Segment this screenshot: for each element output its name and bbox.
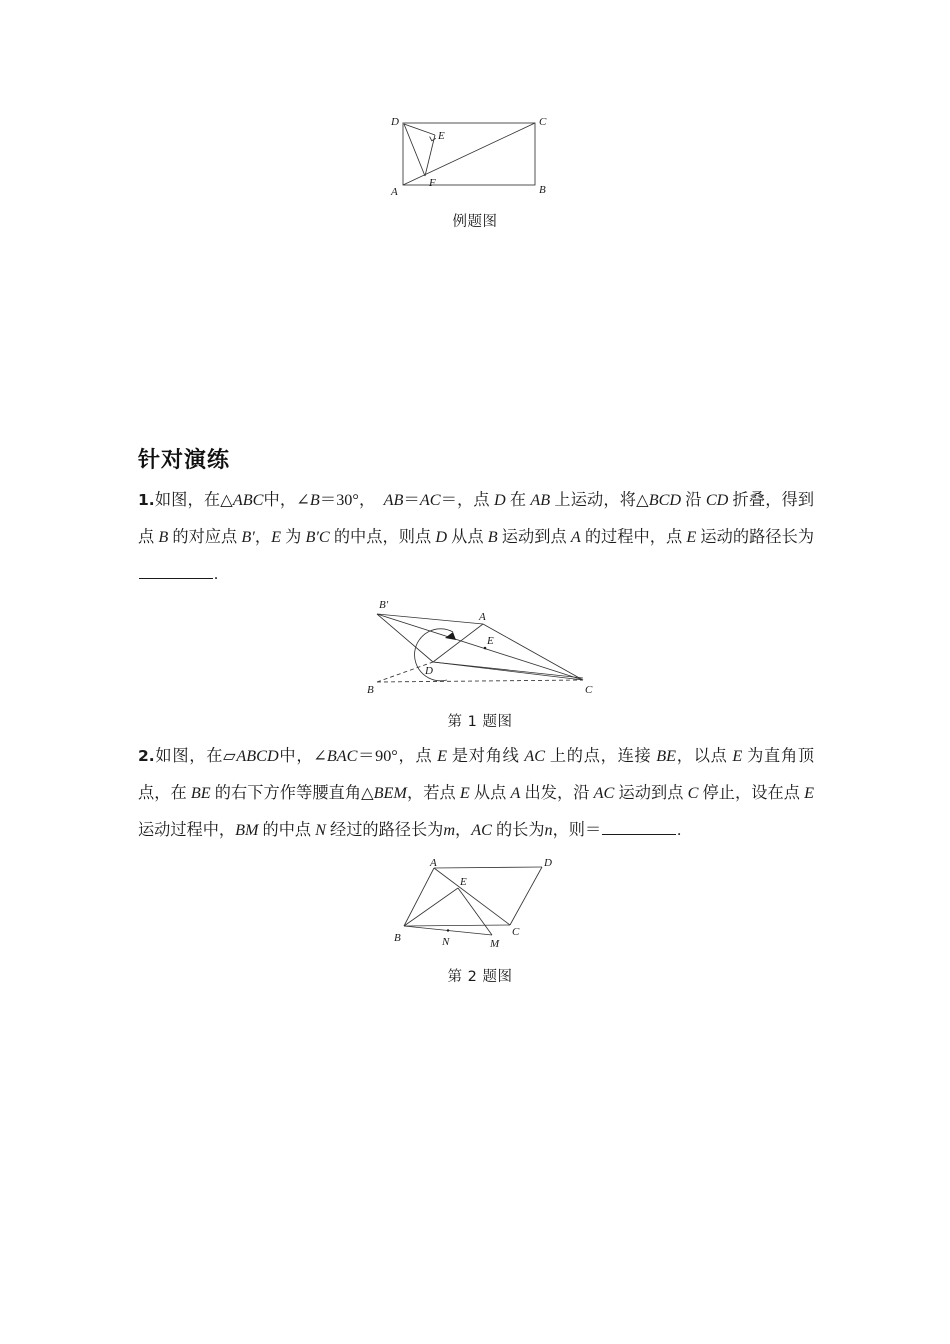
text-run: C	[687, 784, 699, 802]
text-run: BE	[656, 747, 677, 765]
text-run: CD	[705, 491, 729, 509]
text-run: ，以点	[676, 747, 733, 765]
text-run: m	[443, 821, 456, 839]
text-run: ，若点	[406, 784, 460, 802]
segment-df	[404, 124, 425, 176]
text-run: △	[361, 784, 374, 802]
text-run: 如图，在	[154, 491, 221, 509]
segment-de	[404, 124, 435, 135]
segment-d-to-c2	[433, 662, 583, 678]
text-run: △	[636, 491, 649, 509]
point-n-dot	[447, 929, 449, 931]
text-run: ＝30°，	[319, 491, 384, 509]
text-run: ＝，点	[440, 491, 494, 509]
text-run: 是对角线	[447, 747, 525, 765]
text-run: 从点	[469, 784, 511, 802]
text-run: ＝90°，点	[357, 747, 438, 765]
text-run: 停止，设在点	[698, 784, 805, 802]
segment-be	[404, 888, 458, 926]
question-2-body	[138, 747, 814, 839]
text-run: E	[686, 528, 697, 546]
segment-em	[458, 888, 492, 935]
text-run: .	[214, 565, 219, 583]
text-run: E	[437, 747, 448, 765]
label-c: C	[539, 116, 547, 128]
text-run: AC	[593, 784, 615, 802]
text-run: 上运动，将	[550, 491, 637, 509]
text-run: ∠	[296, 491, 310, 509]
text-run: 运动过程中，	[138, 821, 236, 839]
text-run: 的对应点	[168, 528, 242, 546]
label-a: A	[391, 186, 398, 198]
segment-bprime-d	[377, 614, 433, 662]
label-n: N	[442, 936, 450, 948]
segment-bc-dashed	[377, 680, 583, 682]
text-run: 上的点，连接	[545, 747, 657, 765]
label-b: B	[539, 184, 546, 196]
answer-blank[interactable]	[139, 563, 213, 579]
answer-blank[interactable]	[602, 819, 676, 835]
question-1-body	[138, 491, 814, 583]
question-1-figure-svg	[355, 592, 605, 697]
text-run: 折叠，得到点	[138, 491, 815, 546]
text-run: 沿	[681, 491, 706, 509]
label-d: D	[391, 116, 399, 128]
text-run: ＝	[403, 491, 420, 509]
label-c: C	[585, 684, 593, 696]
segment-ad	[434, 867, 542, 868]
text-run: B	[309, 491, 320, 509]
question-1	[138, 482, 814, 593]
text-run: 的中点	[258, 821, 316, 839]
text-run: B′	[241, 528, 255, 546]
text-run: 运动到点	[497, 528, 571, 546]
text-run: E	[804, 784, 815, 802]
text-run: ▱	[223, 747, 237, 765]
text-run: E	[459, 784, 470, 802]
label-e: E	[438, 130, 445, 142]
label-b: B	[394, 932, 401, 944]
text-run: 中，	[263, 491, 297, 509]
question-2-number: 2.	[138, 747, 155, 765]
text-run: BAC	[326, 747, 358, 765]
segment-cb	[404, 925, 510, 926]
text-run: ，	[455, 821, 472, 839]
label-b-prime: B′	[379, 599, 389, 611]
question-1-figure-caption: 第 1 题图	[447, 714, 513, 730]
label-f: F	[429, 177, 436, 189]
text-run: AB	[383, 491, 404, 509]
question-1-figure	[355, 592, 605, 697]
example-figure	[375, 105, 575, 200]
question-2-figure-svg	[392, 855, 582, 950]
text-run: 在	[505, 491, 531, 509]
text-run: AC	[471, 821, 492, 839]
label-a: A	[430, 857, 437, 869]
segment-ad	[433, 624, 483, 662]
text-run: 运动到点	[614, 784, 688, 802]
text-run: A	[570, 528, 581, 546]
text-run: 为直角顶点，在	[138, 747, 815, 802]
text-run: 的右下方作等腰直角	[210, 784, 362, 802]
text-run: ∠	[313, 747, 327, 765]
text-run: B′C	[305, 528, 330, 546]
text-run: 运动的路径长为	[696, 528, 815, 546]
text-run: ABCD	[236, 747, 279, 765]
text-run: D	[435, 528, 448, 546]
text-run: 的长为	[491, 821, 545, 839]
text-run: 如图，在	[154, 747, 224, 765]
example-figure-svg	[375, 105, 575, 200]
text-run: n	[544, 821, 553, 839]
question-2-figure	[392, 855, 582, 950]
text-run: ABC	[232, 491, 264, 509]
text-run: ，则＝	[552, 821, 602, 839]
label-d: D	[544, 857, 552, 869]
question-2	[138, 738, 814, 849]
segment-ba	[404, 868, 434, 926]
text-run: AC	[419, 491, 441, 509]
text-run: .	[677, 821, 682, 839]
question-1-number: 1.	[138, 491, 155, 509]
segment-dc	[510, 867, 542, 925]
question-2-figure-caption: 第 2 题图	[447, 969, 513, 985]
diagonal-ac	[403, 123, 535, 185]
text-run: A	[510, 784, 521, 802]
text-run: BEM	[373, 784, 407, 802]
text-run: AB	[530, 491, 551, 509]
text-run: N	[315, 821, 326, 839]
text-run: E	[732, 747, 743, 765]
segment-ef	[425, 135, 435, 176]
text-run: BCD	[648, 491, 682, 509]
segment-ac	[483, 624, 583, 680]
text-run: BE	[190, 784, 211, 802]
text-run: B	[158, 528, 169, 546]
text-run: 从点	[447, 528, 488, 546]
text-run: B	[487, 528, 498, 546]
text-run: ，	[254, 528, 272, 546]
text-run: 经过的路径长为	[325, 821, 444, 839]
label-e: E	[487, 635, 494, 647]
label-d: D	[425, 665, 433, 677]
text-run: E	[271, 528, 282, 546]
point-e-dot	[484, 647, 487, 650]
label-e: E	[460, 876, 467, 888]
section-heading: 针对演练	[138, 448, 231, 473]
text-run: 的过程中，点	[580, 528, 687, 546]
text-run: 为	[281, 528, 306, 546]
text-run: 中，	[278, 747, 314, 765]
label-m: M	[490, 938, 500, 950]
example-figure-caption: 例题图	[452, 214, 498, 230]
label-b: B	[367, 684, 374, 696]
label-c: C	[512, 926, 520, 938]
text-run: D	[493, 491, 506, 509]
text-run: 的中点，则点	[329, 528, 436, 546]
text-run: 出发，沿	[520, 784, 594, 802]
label-a: A	[479, 611, 486, 623]
text-run: BM	[235, 821, 259, 839]
text-run: AC	[524, 747, 546, 765]
text-run: △	[220, 491, 233, 509]
